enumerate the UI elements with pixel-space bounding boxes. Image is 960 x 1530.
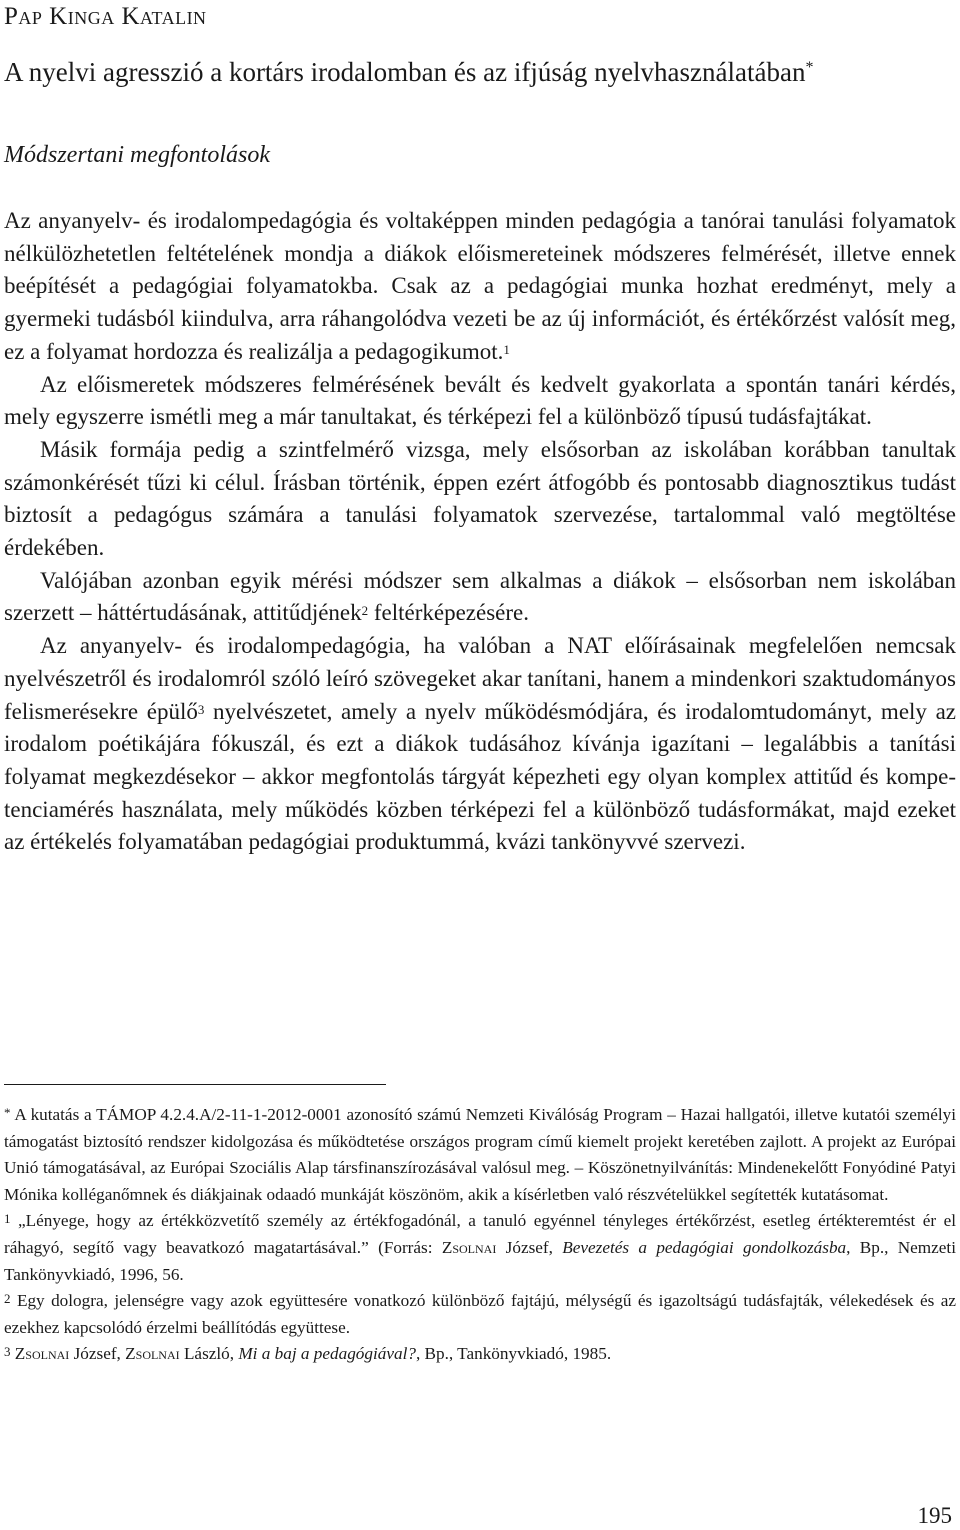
footnote-1-given: József, [496,1237,563,1257]
paragraph-4 [4,565,956,630]
footnote-1-author: Zsolnai [441,1237,497,1257]
section-heading: Módszertani megfontolások [4,142,270,168]
footnote-star [4,1102,956,1208]
paragraph-1 [4,205,956,369]
footnote-1-pub: , Bp., Nemzeti Tankönyvkiadó, 1996, 56. [4,1237,956,1284]
footnote-1-text: „Lényege, hogy az értékközvetítő személy az értékfogadónál, a tanuló egyénnel tényleges értékőrzést, esetleg értékteremtést ér el ráhagyó, segítő vagy beavatkozó magatartásával.” (Forrás: [4,1211,956,1257]
page-number: 195 [917,1503,952,1528]
footnote-star-mark: * [4,1105,11,1120]
footnote-1-mark: 1 [4,1211,11,1227]
footnotes [4,1102,956,1368]
footnote-star-text: A kutatás a TÁMOP 4.2.4.A/2-11-1-2012-0001 azonosító számú Nemzeti Kiválóság Program – Hazai hallgatói, illetve kutatói személyi támogatást biztosító rendszer kidolgozása és működtetése országos program című kiemelt projekt keretében zajlott. A projekt az Európai Unió támogatásával, az Európai Szociális Alap társfinanszírozásával valósul meg. – Köszönetnyilvánítás: Mindenekelőtt Fonyódiné Patyi Mónika kolléganőmnek és diákjainak odaadó munkáját köszönöm, akik a kísérletben való részvételükkel segítették kutatásomat. [4,1105,956,1204]
body-text [4,205,956,859]
paragraph-5-text-b: nyelvészetet, amely a nyelv működésmódjára, és irodalomtudományt, mely az irodalom poétikájára fókuszál, és ezt a diákok tudásához kívánja igazítani – legalábbis a tanítási folyamat megkezdésekor – akkor megfontolás tárgyát képezheti egy olyan komplex attitűd és kompetenciamérés használata, mely működés közben térképezi fel a különböző tudásformákat, majd ezeket az értékelés folyamatában pedagógiai produktummá, kvázi tankönyvvé szervezi. [4,698,956,855]
paragraph-5 [4,630,956,859]
title-text: A nyelvi agresszió a kortárs irodalomban és az ifjúság nyelvhasználatában [4,57,806,87]
footnote-ref-2: 2 [361,603,369,619]
footnote-3-author-2: Zsolnai [125,1344,180,1364]
footnote-separator [4,1084,386,1085]
footnote-2 [4,1288,956,1341]
paragraph-5-text-a: Az anyanyelv- és irodalompedagógia, ha valóban a NAT előírásainak megfelelően nemcsak nyelvészetről és irodalomról szóló leíró szövegeket akar tanítani, hanem a mindenkori szaktudományos felismerésekre épülő [4,633,956,724]
author-name: Pap Kinga Katalin [4,3,207,30]
paragraph-4-text-a: Valójában azonban egyik mérési módszer sem alkalmas a diákok – elsősorban nem iskolában szerzett – háttértudásának, attitűdjének [4,567,956,626]
title-footnote-mark: * [805,59,814,76]
article-title [4,56,813,88]
paragraph-3: Másik formája pedig a szintfelmérő vizsga, mely elsősorban az iskolában korábban tanultak számonkérését tűzi ki célul. Írásban történik, éppen ezért átfogóbb és pontosabb diagnosztikus tudást biztosít a pedagógus számára a tanulási folyamatok szervezése, tartalommal való megtöltése érdekében. [4,436,956,561]
paragraph-1-text: Az anyanyelv- és irodalompedagógia és voltaképpen minden pedagógia a tanórai tanulási folyamatok nélkülözhetetlen feltételének mondja a diákok előismereteinek módszeres felmérését, illetve ennek beépítését a pedagógiai folyamatokba. Csak az a pedagógiai munka hozhat eredményt, mely a gyermeki tudásból kiindulva, arra ráhangolódva vezeti be az új információt, és értékőrzést valósít meg, ez a folyamat hordozza és realizálja a pedagogikumot. [4,208,956,364]
footnote-2-mark: 2 [4,1291,11,1307]
footnote-3-given-2: László, [179,1344,239,1364]
footnote-1-book: Bevezetés a pedagógiai gondolkozásba [562,1237,847,1257]
footnote-3-given-1: József, [69,1344,126,1364]
footnote-3-author-1: Zsolnai [14,1344,70,1364]
paragraph-4-text-b: feltérképezésére. [368,600,530,626]
footnote-3-pub: , Bp., Tankönyvkiadó, 1985. [415,1344,612,1364]
paragraph-2: Az előismeretek módszeres felmérésének bevált és kedvelt gyakorlata a spontán tanári kérdés, mely egyszerre ismétli meg a már tanultakat, és térképezi fel a különböző típusú tudásfajtákat. [4,371,956,430]
footnote-ref-1: 1 [503,341,510,357]
footnote-3 [4,1341,956,1368]
footnote-ref-3: 3 [197,701,205,717]
footnote-1 [4,1208,956,1288]
footnote-3-mark: 3 [4,1344,11,1360]
footnote-2-text: Egy dologra, jelenségre vagy azok együttesére vonatkozó különböző fajtájú, mélységű és igazoltságú tudásfajták, vélekedések és az ezekhez kapcsolódó érzelmi beállítódás együttese. [4,1291,956,1337]
footnote-3-book: Mi a baj a pedagógiával? [238,1344,416,1364]
